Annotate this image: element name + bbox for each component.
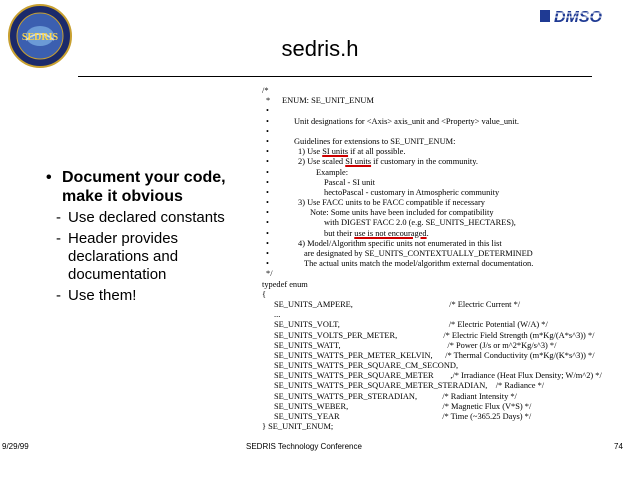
footer-conference: SEDRIS Technology Conference <box>246 442 362 451</box>
comment-bullet-icon: • <box>266 136 269 146</box>
code-line-text: Guidelines for extensions to SE_UNIT_ENUM: <box>294 136 456 146</box>
code-line <box>262 381 632 391</box>
code-line <box>262 147 632 157</box>
comment-bullet-icon: • <box>266 147 269 157</box>
code-line-text: with DIGEST FACC 2.0 (e.g. SE_UNITS_HECTARES), <box>324 218 516 228</box>
code-line <box>262 178 632 188</box>
code-line <box>262 259 632 269</box>
code-line-text: 1) Use SI units if at all possible. <box>298 147 406 157</box>
code-line <box>262 412 632 422</box>
code-line <box>262 402 632 412</box>
code-line <box>262 229 632 239</box>
code-line-text: Example: <box>316 167 349 177</box>
code-line-text: SE_UNITS_WATTS_PER_SQUARE_METER ,/* Irradiance (Heat Flux Density; W/m^2) */ <box>274 371 602 381</box>
dash-icon: - <box>56 209 61 226</box>
code-line-text: SE_UNITS_WATTS_PER_STERADIAN, /* Radiant Intensity */ <box>274 391 517 401</box>
dash-icon: - <box>56 230 61 247</box>
code-line-text: are designated by SE_UNITS_CONTEXTUALLY_DETERMINED <box>304 249 533 258</box>
sub-bullet-text: Header provides declarations and documentation <box>68 230 179 283</box>
comment-bullet-icon: • <box>266 116 269 126</box>
code-line <box>262 168 632 178</box>
comment-bullet-icon: • <box>266 228 269 238</box>
code-line <box>262 106 632 116</box>
comment-bullet-icon: • <box>266 198 269 208</box>
code-line-text: 4) Model/Algorithm specific units not enumerated in this list <box>298 238 502 248</box>
code-line <box>262 198 632 208</box>
code-line <box>262 331 632 341</box>
main-bullet-text: Document your code, make it obvious <box>62 169 226 205</box>
code-line <box>262 239 632 249</box>
comment-bullet-icon: • <box>266 187 269 197</box>
code-line-text: SE_UNITS_WEBER, /* Magnetic Flux (V*S) */ <box>274 401 532 411</box>
dmso-logo <box>540 6 624 26</box>
code-line-text: SE_UNITS_WATT, /* Power (J/s or m^2*Kg/s^3) */ <box>274 340 557 350</box>
sub-bullet <box>46 287 256 305</box>
code-line-text: The actual units match the model/algorithm external documentation. <box>304 259 534 269</box>
slide-title: sedris.h <box>281 36 359 61</box>
footer-page-number: 74 <box>614 442 623 451</box>
code-line-text: SE_UNITS_VOLT, /* Electric Potential (W/A) */ <box>274 320 548 330</box>
code-line-text: SE_UNITS_VOLTS_PER_METER, /* Electric Field Strength (m*Kg/(A*s^3)) */ <box>274 330 595 340</box>
code-line-text: Pascal - SI unit <box>324 177 375 187</box>
code-line <box>262 86 632 96</box>
code-line-text: Unit designations for <Axis> axis_unit and <Property> value_unit. <box>294 116 519 126</box>
code-line-text: SE_UNITS_WATTS_PER_METER_KELVIN, /* Thermal Conductivity (m*Kg/(K*s^3)) */ <box>274 350 595 360</box>
comment-bullet-icon: • <box>266 167 269 177</box>
code-line-text: 3) Use FACC units to be FACC compatible if necessary <box>298 198 485 208</box>
bullet-dot-icon: • <box>46 169 52 186</box>
code-line <box>262 249 632 259</box>
code-line <box>262 218 632 228</box>
code-line <box>262 157 632 167</box>
code-line-text: Note: Some units have been included for compatibility <box>310 208 494 218</box>
code-line <box>262 117 632 127</box>
code-line <box>262 392 632 402</box>
code-line-text: SE_UNITS_YEAR /* Time (~365.25 Days) */ <box>274 412 532 421</box>
svg-text:DMSO: DMSO <box>554 9 602 26</box>
code-line <box>262 310 632 320</box>
code-line-text: 2) Use scaled SI units if customary in the community. <box>298 157 478 167</box>
code-line <box>262 188 632 198</box>
title-divider <box>78 76 592 77</box>
main-bullet <box>46 168 256 206</box>
comment-bullet-icon: * <box>266 96 271 106</box>
dash-icon: - <box>56 287 61 304</box>
code-listing <box>262 86 632 432</box>
code-line-text: SE_UNITS_WATTS_PER_SQUARE_CM_SECOND, <box>274 361 459 371</box>
comment-bullet-icon: • <box>266 208 269 218</box>
sub-bullet <box>46 209 256 227</box>
code-line <box>262 371 632 381</box>
comment-bullet-icon: • <box>266 259 269 269</box>
code-line-text: */ <box>266 269 273 279</box>
sub-bullet <box>46 230 256 284</box>
code-line <box>262 290 632 300</box>
code-line-text: ENUM: SE_UNIT_ENUM <box>282 96 374 106</box>
code-line <box>262 96 632 106</box>
code-line <box>262 351 632 361</box>
comment-bullet-icon: • <box>266 238 269 248</box>
sub-bullet-text: Use declared constants <box>68 209 225 226</box>
code-line <box>262 422 632 432</box>
code-line-text: SE_UNITS_WATTS_PER_SQUARE_METER_STERADIAN, /* Radiance */ <box>274 381 545 391</box>
code-line-text: but their use is not encouraged. <box>324 228 429 238</box>
code-line <box>262 320 632 330</box>
code-line <box>262 361 632 371</box>
code-line-text: } SE_UNIT_ENUM; <box>262 422 334 432</box>
comment-bullet-icon: • <box>266 177 269 187</box>
code-line <box>262 300 632 310</box>
underlined-phrase: SI units <box>322 147 349 157</box>
comment-bullet-icon: • <box>266 157 269 167</box>
code-line-text: SE_UNITS_AMPERE, /* Electric Current */ <box>274 299 521 309</box>
code-line <box>262 341 632 351</box>
underlined-phrase: SI units <box>345 157 372 167</box>
code-line <box>262 280 632 290</box>
code-line-text: /* <box>262 86 269 95</box>
code-line <box>262 127 632 137</box>
comment-bullet-icon: • <box>266 249 269 258</box>
code-line-text: { <box>262 289 267 299</box>
sub-bullet-text: Use them! <box>68 287 137 304</box>
code-line <box>262 137 632 147</box>
comment-bullet-icon: • <box>266 106 269 116</box>
comment-bullet-icon: • <box>266 126 269 136</box>
svg-text:SEDRIS: SEDRIS <box>21 32 59 43</box>
footer-date: 9/29/99 <box>2 442 29 451</box>
code-line-text: typedef enum <box>262 279 308 289</box>
underlined-phrase: use is not encouraged <box>354 228 427 238</box>
code-line-text: ... <box>274 310 281 320</box>
code-line <box>262 269 632 279</box>
code-line <box>262 208 632 218</box>
bullet-list <box>46 168 256 305</box>
comment-bullet-icon: • <box>266 218 269 228</box>
code-line-text: hectoPascal - customary in Atmospheric community <box>324 187 500 197</box>
